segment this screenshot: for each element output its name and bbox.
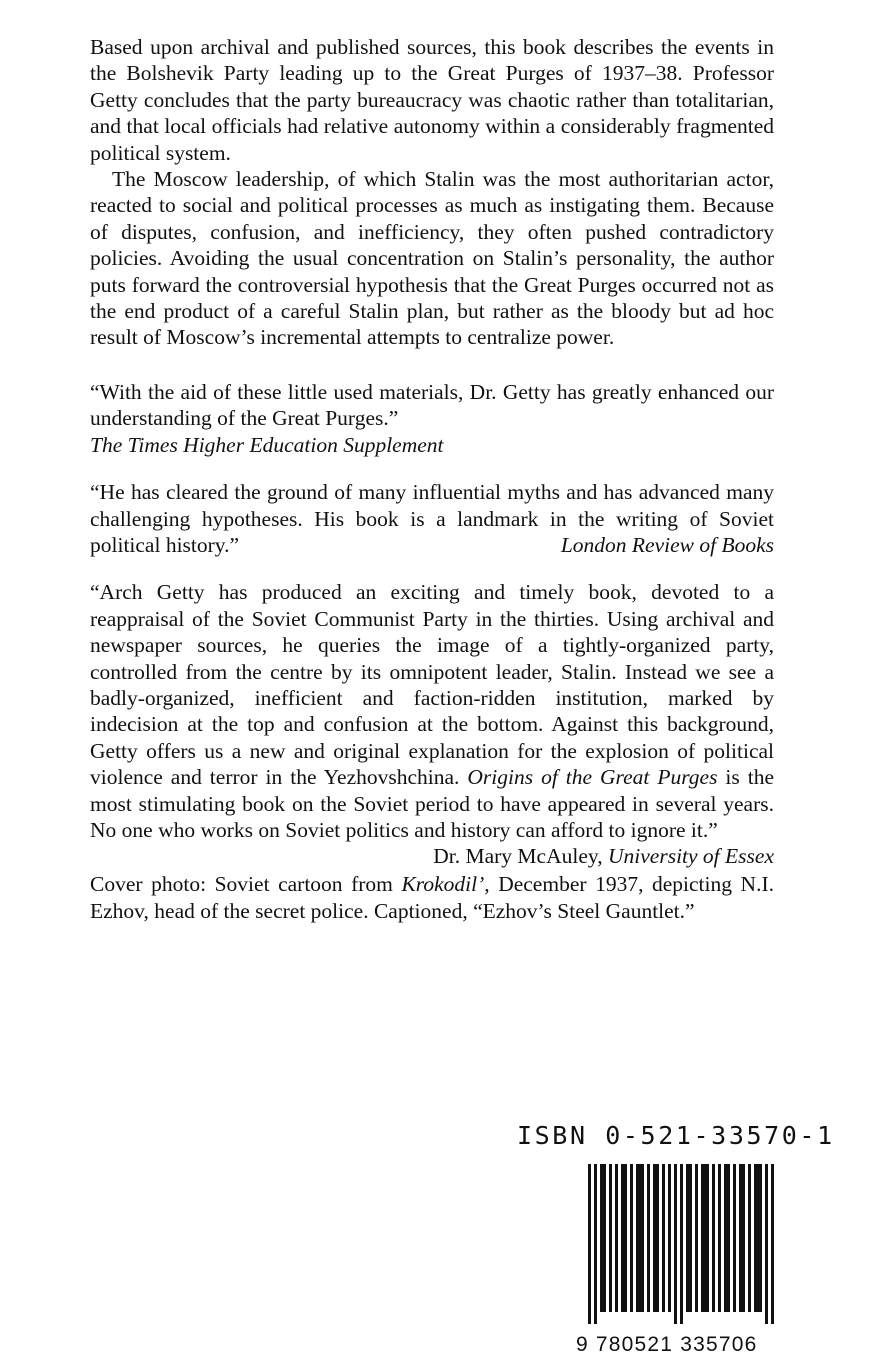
review-quote-text: “He has cleared the ground of many influential myths and has advanced many challenging hypotheses. His book is a landmark in the writing of Soviet political history.”: [90, 480, 774, 557]
review-source: [433, 843, 774, 869]
review-quote-text: “Arch Getty has produced an exciting and timely book, devoted to a reappraisal of the Soviet Communist Party in the thirties. Using archival and newspaper sources, he queries the image of a tightly-organized party, controlled from the centre by its omnipotent leader, Stalin. Instead we see a badly-organized, inefficient and faction-ridden institution, marked by indecision at the top and confusion at the bottom. Against this background, Getty offers us a new and original explanation for the explosion of political violence and terror in the Yezhovshchina.: [90, 580, 774, 790]
review-quote: [90, 579, 774, 869]
review-times-higher: [90, 379, 774, 458]
review-quote-text-continued: is the most stimulating book on the Soviet period to have appeared in several years. No one who works on Soviet politics and history can afford to ignore it.”: [90, 765, 774, 842]
book-title: Origins of the Great Purges: [467, 765, 718, 790]
review-quote: “With the aid of these little used materials, Dr. Getty has greatly enhanced our understanding of the Great Purges.”: [90, 379, 774, 431]
barcode-digits: 9 780521 335706: [576, 1333, 758, 1356]
review-mcauley: [90, 579, 774, 869]
review-quote: [90, 479, 774, 558]
cover-photo-credit: [90, 871, 774, 924]
magazine-name: Krokodil’: [401, 872, 485, 897]
review-source: The Times Higher Education Supplement: [90, 432, 444, 457]
barcode: [578, 1164, 786, 1324]
reviewer-institution: University of Essex: [608, 844, 774, 869]
description-paragraph-2: The Moscow leadership, of which Stalin was the most authoritarian actor, reacted to social and political processes as much as instigating them. Because of disputes, confusion, and inefficiency, they often pushed contradictory policies. Avoiding the usual concentration on Stalin’s personality, the author puts forward the controversial hypothesis that the Great Purges occurred not as the end product of a careful Stalin plan, but rather as the bloody but ad hoc result of Moscow’s incremental attempts to centralize power.: [90, 167, 774, 350]
cover-photo-text-continued: , December 1937, depicting N.I. Ezhov, head of the secret police. Captioned, “Ezhov’s Steel Gauntlet.”: [90, 872, 774, 923]
review-source: London Review of Books: [560, 532, 774, 557]
cover-photo-text: Cover photo: Soviet cartoon from: [90, 872, 402, 897]
reviewer-name: Dr. Mary McAuley,: [433, 844, 608, 869]
review-london-review: [90, 479, 774, 558]
back-cover-text: [90, 34, 774, 924]
isbn-label: ISBN 0-521-33570-1: [517, 1121, 835, 1150]
description-paragraph-1: Based upon archival and published sources, this book describes the events in the Bolshevik Party leading up to the Great Purges of 1937–38. Professor Getty concludes that the party bureaucracy was chaotic rather than totalitarian, and that local officials had relative autonomy within a considerably fragmented political system.: [90, 35, 774, 165]
